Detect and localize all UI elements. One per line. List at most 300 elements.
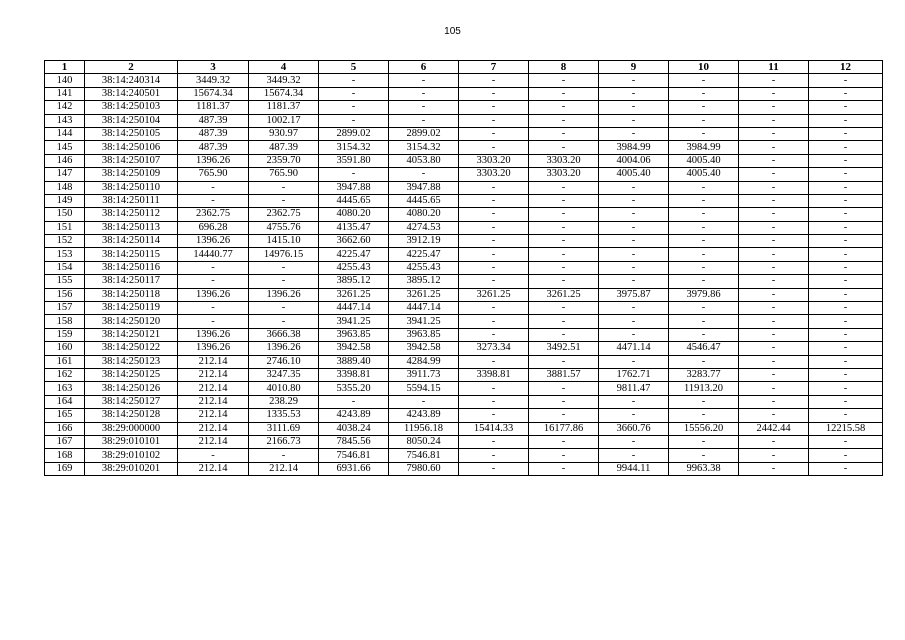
table-cell-col-11: -: [739, 261, 809, 274]
table-cell-col-2: 38:14:250106: [85, 141, 178, 154]
table-cell-col-12: -: [809, 288, 883, 301]
table-row: [45, 208, 883, 221]
table-cell-col-12: -: [809, 74, 883, 87]
table-cell-col-6: 2899.02: [389, 127, 459, 140]
table-cell-col-6: -: [389, 74, 459, 87]
table-cell-col-12: -: [809, 127, 883, 140]
table-cell-col-7: -: [459, 435, 529, 448]
table-cell-col-3: 487.39: [178, 114, 249, 127]
table-cell-col-9: -: [599, 395, 669, 408]
table-row: [45, 449, 883, 462]
table-cell-col-4: 3449.32: [249, 74, 319, 87]
table-cell-col-9: -: [599, 87, 669, 100]
table-cell-col-11: -: [739, 235, 809, 248]
table-cell-col-3: 1396.26: [178, 328, 249, 341]
table-cell-col-3: 765.90: [178, 168, 249, 181]
table-cell-col-3: -: [178, 449, 249, 462]
table-cell-col-6: 4284.99: [389, 355, 459, 368]
table-cell-col-1: 165: [45, 409, 85, 422]
table-cell-col-1: 147: [45, 168, 85, 181]
table-cell-col-2: 38:14:250116: [85, 261, 178, 274]
table-cell-col-6: 3261.25: [389, 288, 459, 301]
table-cell-col-9: -: [599, 435, 669, 448]
table-cell-col-12: -: [809, 208, 883, 221]
table-cell-col-7: -: [459, 221, 529, 234]
column-header-8: 8: [529, 61, 599, 74]
table-cell-col-10: -: [669, 87, 739, 100]
table-cell-col-4: 3247.35: [249, 368, 319, 381]
table-cell-col-7: -: [459, 328, 529, 341]
table-cell-col-1: 151: [45, 221, 85, 234]
table-cell-col-2: 38:14:250125: [85, 368, 178, 381]
table-cell-col-6: -: [389, 395, 459, 408]
column-header-4: 4: [249, 61, 319, 74]
table-cell-col-1: 141: [45, 87, 85, 100]
table-cell-col-12: -: [809, 302, 883, 315]
table-cell-col-11: -: [739, 462, 809, 475]
table-cell-col-8: -: [529, 315, 599, 328]
table-row: [45, 221, 883, 234]
table-cell-col-10: -: [669, 181, 739, 194]
table-cell-col-5: 3889.40: [319, 355, 389, 368]
table-cell-col-2: 38:14:250113: [85, 221, 178, 234]
table-cell-col-2: 38:14:250117: [85, 275, 178, 288]
table-cell-col-11: -: [739, 435, 809, 448]
table-cell-col-10: -: [669, 101, 739, 114]
table-row: [45, 382, 883, 395]
table-cell-col-12: -: [809, 449, 883, 462]
table-cell-col-3: 1396.26: [178, 235, 249, 248]
table-cell-col-4: -: [249, 315, 319, 328]
table-row: [45, 395, 883, 408]
table-cell-col-6: -: [389, 87, 459, 100]
table-cell-col-1: 148: [45, 181, 85, 194]
table-cell-col-10: -: [669, 127, 739, 140]
table-cell-col-6: 3941.25: [389, 315, 459, 328]
table-cell-col-5: 3591.80: [319, 154, 389, 167]
table-cell-col-4: 14976.15: [249, 248, 319, 261]
table-cell-col-9: -: [599, 74, 669, 87]
table-cell-col-1: 160: [45, 342, 85, 355]
table-cell-col-7: -: [459, 409, 529, 422]
table-cell-col-11: -: [739, 315, 809, 328]
table-cell-col-4: 1181.37: [249, 101, 319, 114]
table-cell-col-5: 3895.12: [319, 275, 389, 288]
table-row: [45, 248, 883, 261]
table-cell-col-1: 156: [45, 288, 85, 301]
table-row: [45, 302, 883, 315]
table-cell-col-11: -: [739, 248, 809, 261]
table-cell-col-8: -: [529, 235, 599, 248]
table-cell-col-1: 168: [45, 449, 85, 462]
table-cell-col-5: -: [319, 395, 389, 408]
table-cell-col-7: -: [459, 382, 529, 395]
table-cell-col-1: 162: [45, 368, 85, 381]
table-cell-col-10: 3979.86: [669, 288, 739, 301]
table-cell-col-5: 7546.81: [319, 449, 389, 462]
table-cell-col-2: 38:14:250123: [85, 355, 178, 368]
table-row: [45, 235, 883, 248]
table-cell-col-11: -: [739, 181, 809, 194]
table-row: [45, 368, 883, 381]
table-cell-col-12: -: [809, 194, 883, 207]
table-cell-col-9: 4004.06: [599, 154, 669, 167]
table-cell-col-7: -: [459, 235, 529, 248]
table-cell-col-6: 3912.19: [389, 235, 459, 248]
table-cell-col-12: -: [809, 409, 883, 422]
table-cell-col-4: 3111.69: [249, 422, 319, 435]
table-cell-col-6: -: [389, 114, 459, 127]
table-row: [45, 275, 883, 288]
table-cell-col-6: 4447.14: [389, 302, 459, 315]
table-cell-col-8: -: [529, 194, 599, 207]
table-cell-col-8: -: [529, 302, 599, 315]
table-cell-col-5: 2899.02: [319, 127, 389, 140]
table-cell-col-11: -: [739, 355, 809, 368]
table-cell-col-6: 3942.58: [389, 342, 459, 355]
table-cell-col-5: 4255.43: [319, 261, 389, 274]
table-cell-col-12: -: [809, 342, 883, 355]
table-cell-col-12: -: [809, 315, 883, 328]
table-cell-col-6: 4445.65: [389, 194, 459, 207]
table-row: [45, 409, 883, 422]
table-cell-col-2: 38:14:250105: [85, 127, 178, 140]
table-row: [45, 422, 883, 435]
table-cell-col-7: 3303.20: [459, 154, 529, 167]
table-cell-col-5: 3942.58: [319, 342, 389, 355]
table-cell-col-5: 3398.81: [319, 368, 389, 381]
table-cell-col-11: 2442.44: [739, 422, 809, 435]
table-cell-col-3: 212.14: [178, 435, 249, 448]
table-cell-col-12: -: [809, 382, 883, 395]
table-cell-col-9: 3984.99: [599, 141, 669, 154]
table-cell-col-7: 3273.34: [459, 342, 529, 355]
table-row: [45, 462, 883, 475]
table-cell-col-2: 38:14:250110: [85, 181, 178, 194]
table-cell-col-6: 3154.32: [389, 141, 459, 154]
column-header-11: 11: [739, 61, 809, 74]
table-cell-col-2: 38:14:250128: [85, 409, 178, 422]
table-cell-col-3: -: [178, 315, 249, 328]
table-cell-col-5: 4038.24: [319, 422, 389, 435]
table-cell-col-8: -: [529, 449, 599, 462]
table-cell-col-1: 163: [45, 382, 85, 395]
table-cell-col-6: 4243.89: [389, 409, 459, 422]
table-cell-col-8: 3261.25: [529, 288, 599, 301]
table-cell-col-2: 38:29:010201: [85, 462, 178, 475]
table-cell-col-3: 14440.77: [178, 248, 249, 261]
table-cell-col-2: 38:14:250122: [85, 342, 178, 355]
table-cell-col-1: 143: [45, 114, 85, 127]
table-cell-col-5: 3947.88: [319, 181, 389, 194]
table-row: [45, 154, 883, 167]
table-cell-col-12: -: [809, 275, 883, 288]
table-cell-col-4: 1396.26: [249, 342, 319, 355]
table-row: [45, 194, 883, 207]
table-cell-col-10: -: [669, 208, 739, 221]
table-cell-col-1: 146: [45, 154, 85, 167]
table-cell-col-6: 5594.15: [389, 382, 459, 395]
table-cell-col-5: -: [319, 114, 389, 127]
table-cell-col-5: 4447.14: [319, 302, 389, 315]
table-cell-col-10: -: [669, 261, 739, 274]
table-cell-col-4: -: [249, 181, 319, 194]
table-cell-col-4: 487.39: [249, 141, 319, 154]
table-cell-col-12: -: [809, 395, 883, 408]
table-cell-col-1: 164: [45, 395, 85, 408]
table-cell-col-11: -: [739, 368, 809, 381]
table-row: [45, 288, 883, 301]
table-cell-col-1: 157: [45, 302, 85, 315]
table-cell-col-9: 3660.76: [599, 422, 669, 435]
table-cell-col-4: 1335.53: [249, 409, 319, 422]
table-cell-col-2: 38:14:250104: [85, 114, 178, 127]
table-cell-col-10: 4005.40: [669, 168, 739, 181]
table-cell-col-9: -: [599, 275, 669, 288]
table-cell-col-5: 5355.20: [319, 382, 389, 395]
table-cell-col-7: -: [459, 462, 529, 475]
table-cell-col-4: -: [249, 449, 319, 462]
table-row: [45, 74, 883, 87]
table-cell-col-3: 212.14: [178, 368, 249, 381]
table-cell-col-1: 158: [45, 315, 85, 328]
table-cell-col-4: 15674.34: [249, 87, 319, 100]
column-header-7: 7: [459, 61, 529, 74]
table-row: [45, 141, 883, 154]
table-cell-col-11: -: [739, 275, 809, 288]
table-cell-col-8: -: [529, 409, 599, 422]
table-cell-col-5: -: [319, 87, 389, 100]
table-cell-col-11: -: [739, 114, 809, 127]
column-header-12: 12: [809, 61, 883, 74]
table-cell-col-9: -: [599, 355, 669, 368]
table-row: [45, 127, 883, 140]
table-cell-col-4: 2746.10: [249, 355, 319, 368]
table-cell-col-11: -: [739, 409, 809, 422]
table-cell-col-7: -: [459, 74, 529, 87]
table-cell-col-11: -: [739, 302, 809, 315]
table-cell-col-2: 38:14:250112: [85, 208, 178, 221]
table-cell-col-9: -: [599, 449, 669, 462]
table-cell-col-12: -: [809, 154, 883, 167]
table-cell-col-9: -: [599, 315, 669, 328]
table-cell-col-6: 7980.60: [389, 462, 459, 475]
table-cell-col-3: 487.39: [178, 127, 249, 140]
table-cell-col-1: 169: [45, 462, 85, 475]
table-cell-col-8: -: [529, 101, 599, 114]
table-cell-col-6: 3963.85: [389, 328, 459, 341]
table-cell-col-12: -: [809, 87, 883, 100]
table-cell-col-1: 142: [45, 101, 85, 114]
table-cell-col-1: 154: [45, 261, 85, 274]
table-cell-col-12: 12215.58: [809, 422, 883, 435]
table-cell-col-7: 15414.33: [459, 422, 529, 435]
table-cell-col-5: 3154.32: [319, 141, 389, 154]
table-cell-col-1: 159: [45, 328, 85, 341]
table-cell-col-9: -: [599, 181, 669, 194]
table-cell-col-6: -: [389, 168, 459, 181]
table-cell-col-5: 3941.25: [319, 315, 389, 328]
table-cell-col-4: 765.90: [249, 168, 319, 181]
table-cell-col-4: 2362.75: [249, 208, 319, 221]
table-cell-col-1: 150: [45, 208, 85, 221]
table-cell-col-2: 38:14:250109: [85, 168, 178, 181]
column-header-3: 3: [178, 61, 249, 74]
column-header-6: 6: [389, 61, 459, 74]
table-cell-col-11: -: [739, 74, 809, 87]
table-row: [45, 315, 883, 328]
table-cell-col-3: 15674.34: [178, 87, 249, 100]
table-cell-col-7: -: [459, 449, 529, 462]
table-cell-col-12: -: [809, 368, 883, 381]
table-cell-col-12: -: [809, 101, 883, 114]
page-number: 105: [444, 26, 461, 37]
table-row: [45, 342, 883, 355]
table-cell-col-7: 3303.20: [459, 168, 529, 181]
table-cell-col-10: -: [669, 395, 739, 408]
table-cell-col-1: 149: [45, 194, 85, 207]
table-cell-col-8: 3303.20: [529, 168, 599, 181]
table-cell-col-8: -: [529, 208, 599, 221]
table-cell-col-3: 212.14: [178, 395, 249, 408]
table-cell-col-2: 38:14:250126: [85, 382, 178, 395]
table-cell-col-7: -: [459, 275, 529, 288]
table-cell-col-4: 930.97: [249, 127, 319, 140]
table-cell-col-8: 16177.86: [529, 422, 599, 435]
table-cell-col-11: -: [739, 154, 809, 167]
table-cell-col-11: -: [739, 101, 809, 114]
table-cell-col-9: -: [599, 114, 669, 127]
table-cell-col-1: 144: [45, 127, 85, 140]
table-cell-col-8: 3881.57: [529, 368, 599, 381]
table-cell-col-9: -: [599, 302, 669, 315]
table-cell-col-4: 1396.26: [249, 288, 319, 301]
table-cell-col-1: 152: [45, 235, 85, 248]
table-cell-col-2: 38:14:250119: [85, 302, 178, 315]
column-header-2: 2: [85, 61, 178, 74]
table-cell-col-9: 9811.47: [599, 382, 669, 395]
table-cell-col-7: -: [459, 194, 529, 207]
table-cell-col-10: -: [669, 235, 739, 248]
table-cell-col-11: -: [739, 449, 809, 462]
table-row: [45, 261, 883, 274]
table-cell-col-7: -: [459, 315, 529, 328]
table-cell-col-8: -: [529, 382, 599, 395]
table-row: [45, 168, 883, 181]
table-cell-col-8: -: [529, 181, 599, 194]
table-cell-col-10: 3984.99: [669, 141, 739, 154]
table-cell-col-1: 161: [45, 355, 85, 368]
table-cell-col-10: 11913.20: [669, 382, 739, 395]
table-cell-col-3: 1396.26: [178, 288, 249, 301]
table-cell-col-1: 153: [45, 248, 85, 261]
table-cell-col-10: -: [669, 328, 739, 341]
table-cell-col-6: 3911.73: [389, 368, 459, 381]
table-cell-col-3: 212.14: [178, 382, 249, 395]
table-cell-col-10: -: [669, 409, 739, 422]
table-cell-col-8: -: [529, 395, 599, 408]
table-row: [45, 87, 883, 100]
table-cell-col-1: 167: [45, 435, 85, 448]
table-cell-col-2: 38:14:250120: [85, 315, 178, 328]
table-cell-col-3: 1181.37: [178, 101, 249, 114]
table-cell-col-9: -: [599, 248, 669, 261]
table-cell-col-12: -: [809, 355, 883, 368]
table-cell-col-12: -: [809, 235, 883, 248]
table-cell-col-10: -: [669, 74, 739, 87]
table-cell-col-6: -: [389, 101, 459, 114]
table-cell-col-9: 3975.87: [599, 288, 669, 301]
table-cell-col-7: -: [459, 141, 529, 154]
table-cell-col-5: 4080.20: [319, 208, 389, 221]
table-cell-col-6: 11956.18: [389, 422, 459, 435]
table-cell-col-12: -: [809, 261, 883, 274]
table-cell-col-5: -: [319, 101, 389, 114]
table-cell-col-9: -: [599, 208, 669, 221]
column-header-9: 9: [599, 61, 669, 74]
table-cell-col-8: 3492.51: [529, 342, 599, 355]
table-cell-col-3: 487.39: [178, 141, 249, 154]
table-cell-col-10: 4005.40: [669, 154, 739, 167]
table-cell-col-8: -: [529, 328, 599, 341]
table-cell-col-6: 4080.20: [389, 208, 459, 221]
table-cell-col-7: -: [459, 208, 529, 221]
table-cell-col-2: 38:29:010102: [85, 449, 178, 462]
table-cell-col-3: 696.28: [178, 221, 249, 234]
table-row: [45, 355, 883, 368]
table-cell-col-6: 7546.81: [389, 449, 459, 462]
table-cell-col-6: 4255.43: [389, 261, 459, 274]
table-cell-col-2: 38:14:250103: [85, 101, 178, 114]
table-cell-col-5: -: [319, 168, 389, 181]
table-cell-col-12: -: [809, 141, 883, 154]
table-row: [45, 181, 883, 194]
table-cell-col-4: 2359.70: [249, 154, 319, 167]
table-cell-col-6: 3895.12: [389, 275, 459, 288]
table-cell-col-6: 4053.80: [389, 154, 459, 167]
table-cell-col-5: 3261.25: [319, 288, 389, 301]
table-cell-col-9: -: [599, 101, 669, 114]
table-cell-col-10: -: [669, 221, 739, 234]
table-cell-col-8: -: [529, 127, 599, 140]
table-cell-col-1: 140: [45, 74, 85, 87]
table-cell-col-4: 4755.76: [249, 221, 319, 234]
table-cell-col-6: 4274.53: [389, 221, 459, 234]
table-cell-col-8: -: [529, 261, 599, 274]
table-cell-col-9: -: [599, 409, 669, 422]
table-row: [45, 101, 883, 114]
table-cell-col-7: 3261.25: [459, 288, 529, 301]
table-cell-col-8: -: [529, 355, 599, 368]
table-cell-col-2: 38:14:240314: [85, 74, 178, 87]
table-cell-col-12: -: [809, 168, 883, 181]
table-cell-col-5: 4243.89: [319, 409, 389, 422]
table-cell-col-7: -: [459, 302, 529, 315]
table-cell-col-6: 4225.47: [389, 248, 459, 261]
table-cell-col-8: -: [529, 462, 599, 475]
table-cell-col-11: -: [739, 194, 809, 207]
table-cell-col-12: -: [809, 328, 883, 341]
table-cell-col-3: 3449.32: [178, 74, 249, 87]
table-cell-col-6: 3947.88: [389, 181, 459, 194]
table-cell-col-7: -: [459, 395, 529, 408]
table-cell-col-9: -: [599, 261, 669, 274]
table-cell-col-7: -: [459, 114, 529, 127]
table-cell-col-3: 212.14: [178, 355, 249, 368]
table-cell-col-10: -: [669, 194, 739, 207]
column-header-5: 5: [319, 61, 389, 74]
table-cell-col-11: -: [739, 87, 809, 100]
